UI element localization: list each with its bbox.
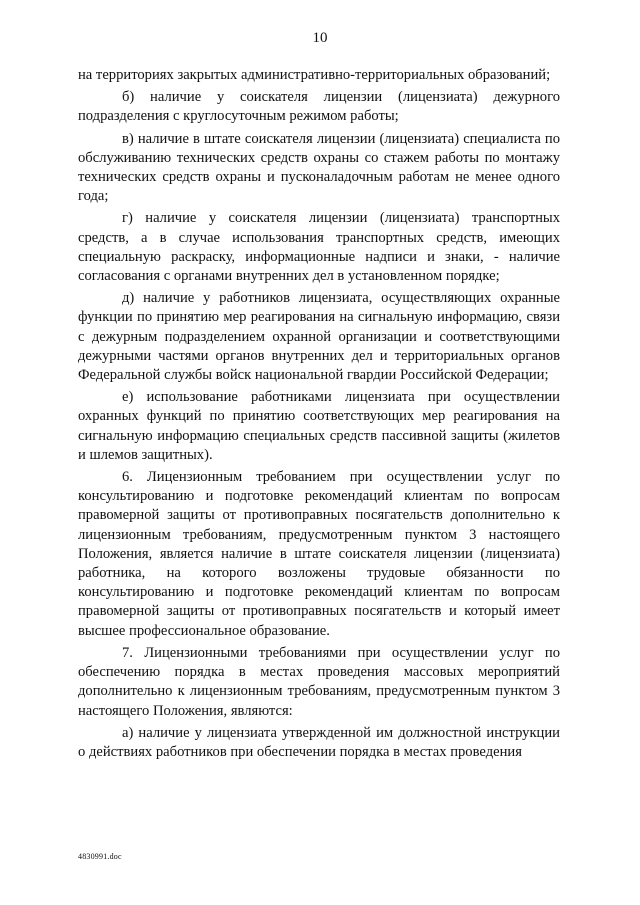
paragraph-item-d: д) наличие у работников лицензиата, осуществляющих охранные функции по принятию мер реагирования на сигнальную информацию, связи с дежурным подразделением охранной организации и соответствующими дежурными частями органов внутренних дел и территориальных органов Федеральной службы войск национальной гвардии Российской Федерации; — [78, 290, 560, 384]
paragraph-item-v: в) наличие в штате соискателя лицензии (лицензиата) специалиста по обслуживанию технических средств охраны со стажем работы по монтажу технических средств охраны и пусконаладочным работам не менее одного года; — [78, 130, 560, 205]
paragraph-item-b: б) наличие у соискателя лицензии (лицензиата) дежурного подразделения с круглосуточным режимом работы; — [78, 89, 560, 125]
paragraph-item-a: а) наличие у лицензиата утвержденной им должностной инструкции о действиях работников при обеспечении порядка в местах проведения — [78, 724, 560, 760]
footer-filename: 4830991.doc — [78, 852, 122, 861]
paragraph-continuation: на территориях закрытых административно-территориальных образований; — [78, 67, 551, 83]
paragraph-item-g: г) наличие у соискателя лицензии (лицензиата) транспортных средств, а в случае использования транспортных средств, имеющих специальную раскраску, информационные надписи и знаки, - наличие согласования с органами внутренних дел в установленном порядке; — [78, 210, 560, 285]
page-number: 10 — [312, 30, 328, 46]
paragraph-clause-7: 7. Лицензионными требованиями при осуществлении услуг по обеспечению порядка в местах проведения массовых мероприятий дополнительно к лицензионным требованиям, предусмотренным пунктом 3 настоящего Положения, являются: — [78, 644, 560, 719]
document-body — [78, 66, 560, 765]
paragraph-item-e: е) использование работниками лицензиата при осуществлении охранных функций по принятию соответствующих мер реагирования на сигнальную информацию специальных средств пассивной защиты (жилетов и шлемов защитных). — [78, 389, 560, 463]
paragraph-clause-6: 6. Лицензионным требованием при осуществлении услуг по консультированию и подготовке рекомендаций клиентам по вопросам правомерной защиты от противоправных посягательств дополнительно к лицензионным требованиям, предусмотренным пунктом 3 настоящего Положения, является наличие в штате соискателя лицензии (лицензиата) работника, на которого возложены трудовые обязанности по консультированию и подготовке рекомендаций клиентам по вопросам правомерной защиты от противоправных посягательств и который имеет высшее профессиональное образование. — [78, 469, 560, 639]
